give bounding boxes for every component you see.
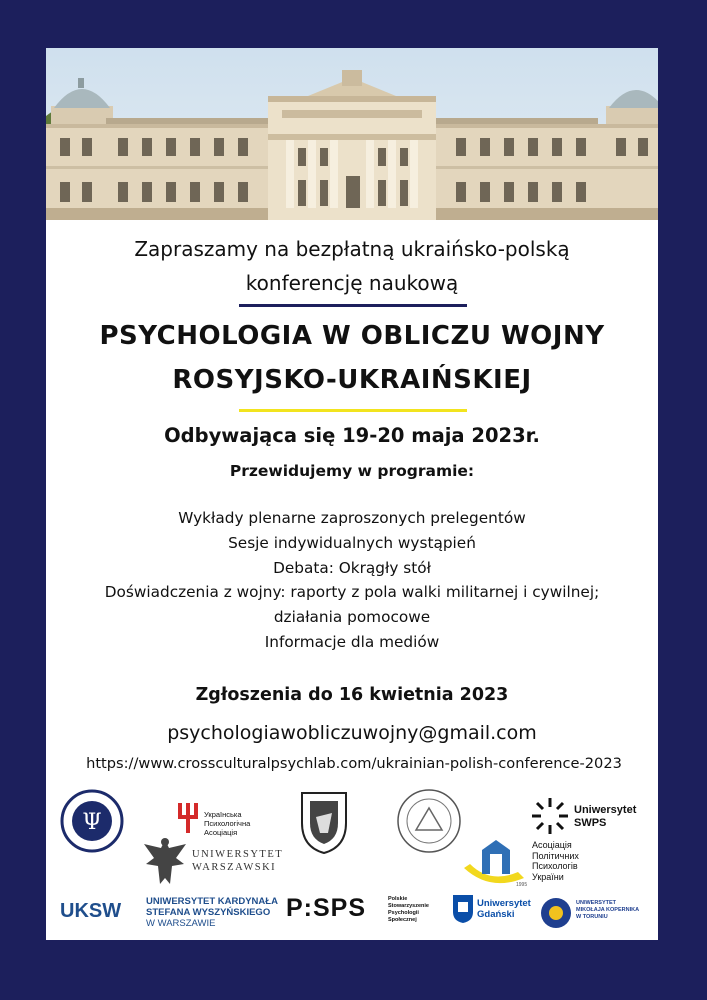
umk-line-2: MIKOŁAJA KOPERNIKA	[576, 907, 640, 913]
navy-divider	[239, 304, 467, 307]
round-seal-logo	[396, 788, 462, 854]
program-list	[46, 506, 658, 655]
program-item: Sesje indywidualnych wystąpień	[228, 533, 476, 552]
uw-line-1: UNIWERSYTET	[192, 849, 284, 860]
app-logo-text	[532, 840, 579, 882]
invitation-text	[46, 232, 658, 300]
uksw-abbr: UKSW	[60, 900, 122, 922]
conference-title	[46, 314, 658, 402]
program-item: Wykłady plenarne zaproszonych prelegentów	[178, 509, 526, 527]
upa-line-1: Українська	[204, 810, 242, 819]
yellow-divider	[239, 409, 467, 412]
psi-seal-logo	[60, 789, 124, 853]
program-item: działania pomocowe	[273, 608, 431, 627]
ug-logo-text	[477, 898, 531, 920]
umk-sun-icon	[540, 897, 572, 929]
program-item: Debata: Okrągły stół	[273, 558, 431, 577]
poster-card	[46, 48, 658, 940]
university-crest-logo	[294, 789, 354, 855]
ug-shield-icon	[452, 894, 474, 924]
invitation-line-1: Zapraszamy na bezpłatną ukraińsko-polską	[134, 237, 570, 261]
program-item: Informacje dla mediów	[264, 632, 440, 651]
title-line-2: ROSYJSKO-UKRAIŃSKIEJ	[172, 365, 532, 395]
umk-line-3: W TORUNIU	[576, 914, 608, 920]
upa-logo-text	[204, 810, 250, 837]
psps-abbr: P:SPS	[286, 894, 367, 922]
contact-email[interactable]: psychologiawobliczuwojny@gmail.com	[167, 722, 537, 744]
uw-line-2: WARSZAWSKI	[192, 862, 277, 873]
uksw-line-1: UNIWERSYTET KARDYNAŁA	[146, 896, 278, 907]
psps-logo-text	[388, 896, 429, 924]
psps-line-1: Polskie	[388, 896, 408, 902]
app-house-icon	[460, 838, 532, 888]
program-heading: Przewidujemy w programie:	[229, 462, 475, 480]
uksw-line-2: STEFANA WYSZYŃSKIEGO	[146, 907, 271, 918]
ug-line-1: Uniwersytet	[477, 898, 531, 909]
umk-line-1: UNIWERSYTET	[576, 900, 617, 906]
uksw-line-3: W WARSZAWIE	[146, 918, 216, 929]
app-line-2: Політичних	[532, 850, 579, 861]
psps-line-4: Społecznej	[388, 917, 417, 923]
app-year: 1995	[516, 882, 528, 888]
invitation-line-2: konferencję naukową	[245, 271, 459, 295]
svg-text:Ψ: Ψ	[82, 810, 102, 835]
swps-logo-text	[574, 804, 636, 830]
upa-line-3: Асоціація	[204, 828, 238, 837]
umk-logo-text	[576, 900, 639, 921]
swps-sunburst-icon	[530, 796, 570, 836]
upa-line-2: Психологічна	[204, 819, 251, 828]
swps-line-2: SWPS	[574, 817, 607, 829]
uw-logo-text	[192, 848, 283, 874]
ug-line-2: Gdański	[477, 909, 515, 920]
upa-trident-icon	[176, 801, 200, 835]
uksw-logo-text	[146, 896, 278, 929]
swps-line-1: Uniwersytet	[574, 804, 637, 816]
app-line-3: Психологів	[532, 861, 578, 871]
app-line-1: Асоціація	[532, 840, 572, 850]
registration-deadline: Zgłoszenia do 16 kwietnia 2023	[195, 685, 509, 705]
program-item: Doświadczenia z wojny: raporty z pola walki militarnej i cywilnej;	[104, 583, 600, 602]
title-line-1: PSYCHOLOGIA W OBLICZU WOJNY	[99, 321, 605, 351]
uw-eagle-icon	[140, 834, 190, 890]
building-photo	[46, 48, 658, 220]
conference-url[interactable]: https://www.crossculturalpsychlab.com/ukrainian-polish-conference-2023	[86, 755, 622, 772]
conference-date: Odbywająca się 19-20 maja 2023r.	[164, 424, 540, 447]
psps-line-2: Stowarzyszenie	[388, 903, 429, 909]
psps-line-3: Psychologii	[388, 910, 419, 916]
app-line-4: України	[532, 871, 564, 882]
